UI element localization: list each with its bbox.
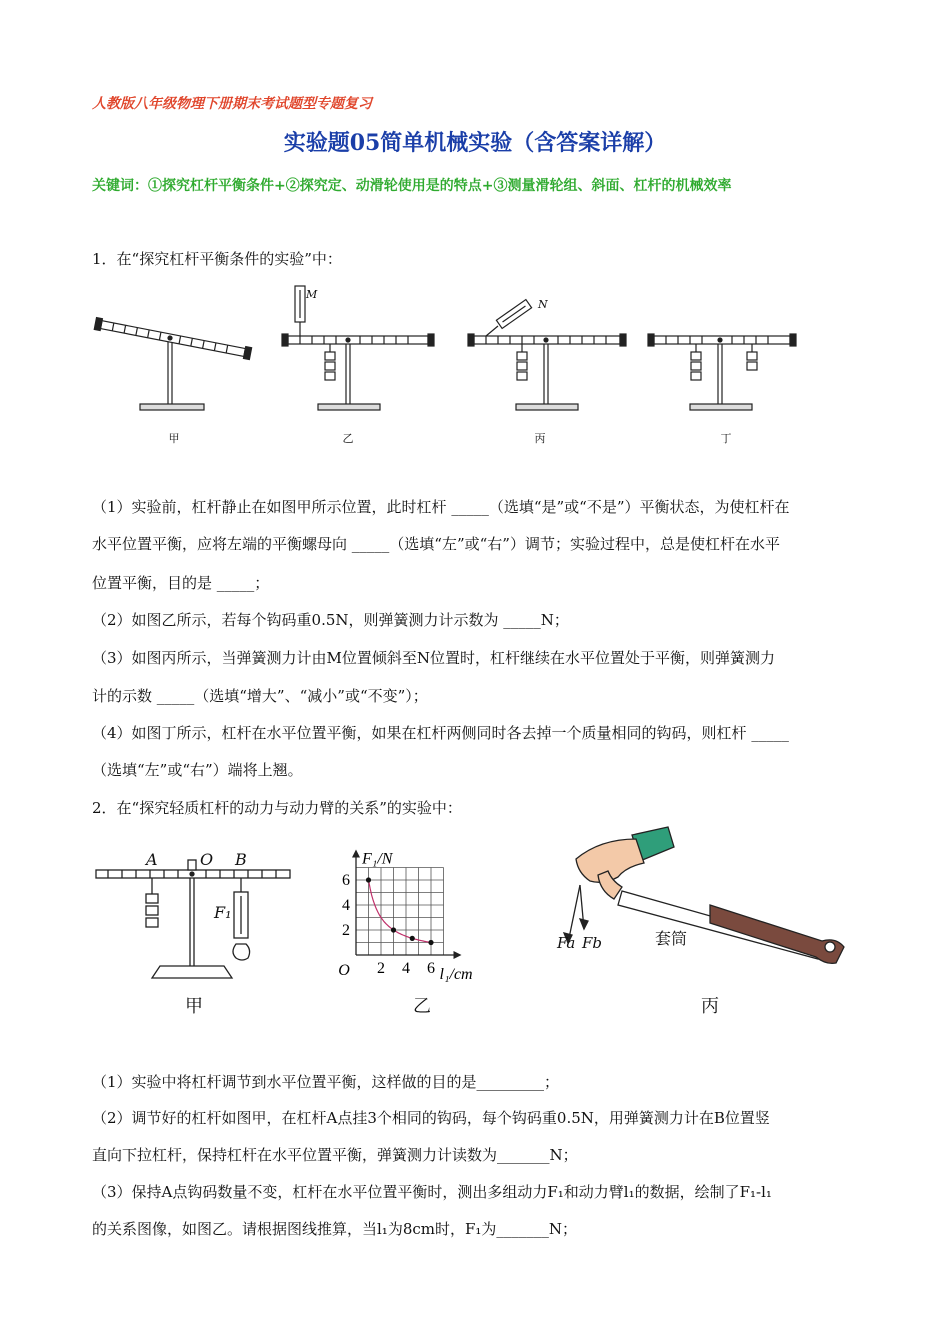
q2-label-yi: 乙 [413,996,431,1017]
y-tick-label: 2 [342,922,350,939]
q2-line-2: （2）调节好的杠杆如图甲，在杠杆A点挂3个相同的钩码，每个钩码重0.5N，用弹簧测力计在B位置竖 [92,1109,770,1127]
q1-line-2: 水平位置平衡，应将左端的平衡螺母向 _____（选填“左”或“右”）调节；实验过程中，总是使杠杆在水平 [92,535,780,553]
q2-stem: 2．在“探究轻质杠杆的动力与动力臂的关系”的实验中： [92,799,462,817]
label-fa: Fa [557,934,576,952]
y-axis-label: F₁/N [362,850,393,868]
label-a: A [146,850,158,869]
q2-label-jia: 甲 [185,996,203,1017]
q1-label-ding: 丁 [720,432,732,445]
y-axis-arrow [352,850,360,858]
label-b: B [235,850,247,869]
mark-n: N [538,298,548,311]
x-axis-label: l₁/cm [439,966,473,983]
figure-jia-lever [94,318,251,410]
data-point [366,877,371,882]
q1-line-8: （选填“左”或“右”）端将上翘。 [92,761,303,779]
q1-figures [0,280,950,420]
series-curve [369,880,432,943]
q1-line-6: 计的示数 _____（选填“增大”、“减小”或“不变”）； [92,687,428,705]
q1-stem: 1．在“探究杠杆平衡条件的实验”中： [92,250,342,268]
q1-line-3: 位置平衡，目的是 _____； [92,574,270,592]
q1-line-7: （4）如图丁所示，杠杆在水平位置平衡，如果在杠杆两侧同时各去掉一个质量相同的钩码，则杠杆 _____ [92,724,789,742]
keywords: 关键词：①探究杠杆平衡条件+②探究定、动滑轮使用是的特点+③测量滑轮组、斜面、杠杆的机械效率 [92,178,732,194]
q2-figure-bing [540,825,860,995]
q1-line-1: （1）实验前，杠杆静止在如图甲所示位置，此时杠杆 _____（选填“是”或“不是”）平衡状态，为使杠杆在 [92,498,790,516]
figure-yi-lever [282,286,434,410]
label-fb: Fb [582,934,603,952]
label-f1: F₁ [214,903,232,922]
data-point [428,940,433,945]
q2-line-1: （1）实验中将杠杆调节到水平位置平衡，这样做的目的是_________； [92,1073,560,1091]
q2-figure-jia [0,840,320,990]
page-title: 实验题05简单机械实验（含答案详解） [283,130,667,156]
q2-line-4: （3）保持A点钩码数量不变，杠杆在水平位置平衡时，测出多组动力F₁和动力臂l₁的数据，绘制了F₁-l₁ [92,1183,772,1201]
x-axis-arrow [454,951,462,959]
x-tick-label: 6 [427,960,435,977]
figure-bing-lever [468,300,626,410]
x-tick-label: 2 [377,960,385,977]
y-tick-label: 6 [342,872,350,889]
q2-chart [320,845,540,995]
q1-label-jia: 甲 [168,432,180,445]
data-point [410,936,415,941]
q2-line-5: 的关系图像，如图乙。请根据图线推算，当l₁为8cm时，F₁为_______N； [92,1220,578,1238]
q2-line-3: 直向下拉杠杆，保持杠杆在水平位置平衡，弹簧测力计读数为_______N； [92,1146,578,1164]
q1-label-yi: 乙 [342,432,354,445]
x-tick-label: 4 [402,960,410,977]
origin-label: O [338,962,350,979]
q1-label-bing: 丙 [534,432,546,445]
q1-line-5: （3）如图丙所示，当弹簧测力计由M位置倾斜至N位置时，杠杆继续在水平位置处于平衡，则弹簧测力 [92,649,776,667]
label-sleeve: 套筒 [655,929,688,948]
mark-m: M [306,288,318,301]
q1-line-4: （2）如图乙所示，若每个钩码重0.5N，则弹簧测力计示数为 _____N； [92,611,569,629]
q2-label-bing: 丙 [701,996,719,1017]
figure-ding-lever [648,334,796,410]
data-point [391,927,396,932]
y-tick-label: 4 [342,897,350,914]
label-o: O [200,850,214,869]
series-title: 人教版八年级物理下册期末考试题型专题复习 [92,96,372,112]
